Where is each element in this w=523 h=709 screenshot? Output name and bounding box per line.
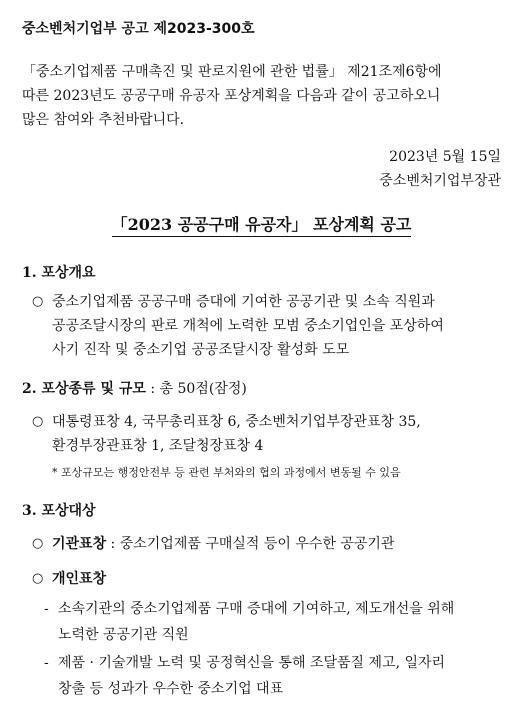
dash-icon: - (44, 601, 49, 617)
individual-award-label: 개인표창 (52, 571, 107, 587)
notice-date: 2023년 5월 15일 (389, 149, 501, 165)
overview-line: 사기 진작 및 중소기업 공공조달시장 활성화 도모 (52, 342, 350, 358)
document-title-text: 「2023 공공구매 유공자」 포상계획 공고 (112, 215, 412, 237)
notice-number: 중소벤처기업부 공고 제2023-300호 (22, 21, 255, 37)
bullet-icon: ○ (32, 294, 44, 309)
org-award-bullet (32, 532, 502, 556)
signer: 중소벤처기업부장관 (379, 173, 501, 189)
section-heading-awards (22, 378, 247, 398)
awards-note: * 포상규모는 행정안전부 등 관련 부처와의 협의 과정에서 변동될 수 있음 (52, 466, 401, 479)
ceos-line: 제품 · 기술개발 노력 및 공정혁신을 통해 조달품질 제고, 일자리 (58, 655, 446, 671)
bullet-icon: ○ (32, 414, 44, 429)
overview-line: 공공조달시장의 판로 개척에 노력한 모범 중소기업인을 포상하여 (52, 318, 444, 334)
awards-heading-label: 2. 포상종류 및 규모 (22, 381, 146, 397)
officials-line: 노력한 공공기관 직원 (58, 627, 189, 643)
officials-line: 소속기관의 중소기업제품 구매 증대에 기여하고, 제도개선을 위해 (58, 601, 455, 617)
ceos-line: 창출 등 성과가 우수한 중소기업 대표 (58, 681, 284, 697)
bullet-icon: ○ (32, 536, 44, 551)
bullet-icon: ○ (32, 571, 44, 586)
awards-line: 대통령표창 4, 국무총리표창 6, 중소벤처기업부장관표창 35, (52, 414, 421, 430)
intro-line: 따른 2023년도 공공구매 유공자 포상계획을 다음과 같이 공고하오니 (22, 88, 441, 104)
org-award-label: 기관표창 (52, 536, 107, 552)
intro-line: 「중소기업제품 구매촉진 및 판로지원에 관한 법률」 제21조제6항에 (22, 64, 442, 80)
individual-item-officials (44, 596, 504, 648)
dash-icon: - (44, 655, 49, 671)
section-heading-targets: 3. 포상대상 (22, 503, 96, 519)
awards-line: 환경부장관표창 1, 조달청장표창 4 (52, 438, 264, 454)
individual-item-ceos (44, 650, 504, 702)
overview-bullet (32, 290, 502, 362)
org-award-text: : 중소기업제품 구매실적 등이 우수한 공공기관 (106, 536, 395, 552)
individual-award-bullet (32, 567, 502, 591)
document-title (0, 212, 523, 235)
overview-line: 중소기업제품 공공구매 증대에 기여한 공공기관 및 소속 직원과 (52, 294, 435, 310)
section-heading-overview: 1. 포상개요 (22, 265, 96, 281)
awards-total: : 총 50점(잠정) (145, 381, 247, 397)
intro-line: 많은 참여와 추천바랍니다. (22, 112, 185, 128)
intro-paragraph (22, 60, 502, 132)
awards-bullet (32, 410, 502, 458)
